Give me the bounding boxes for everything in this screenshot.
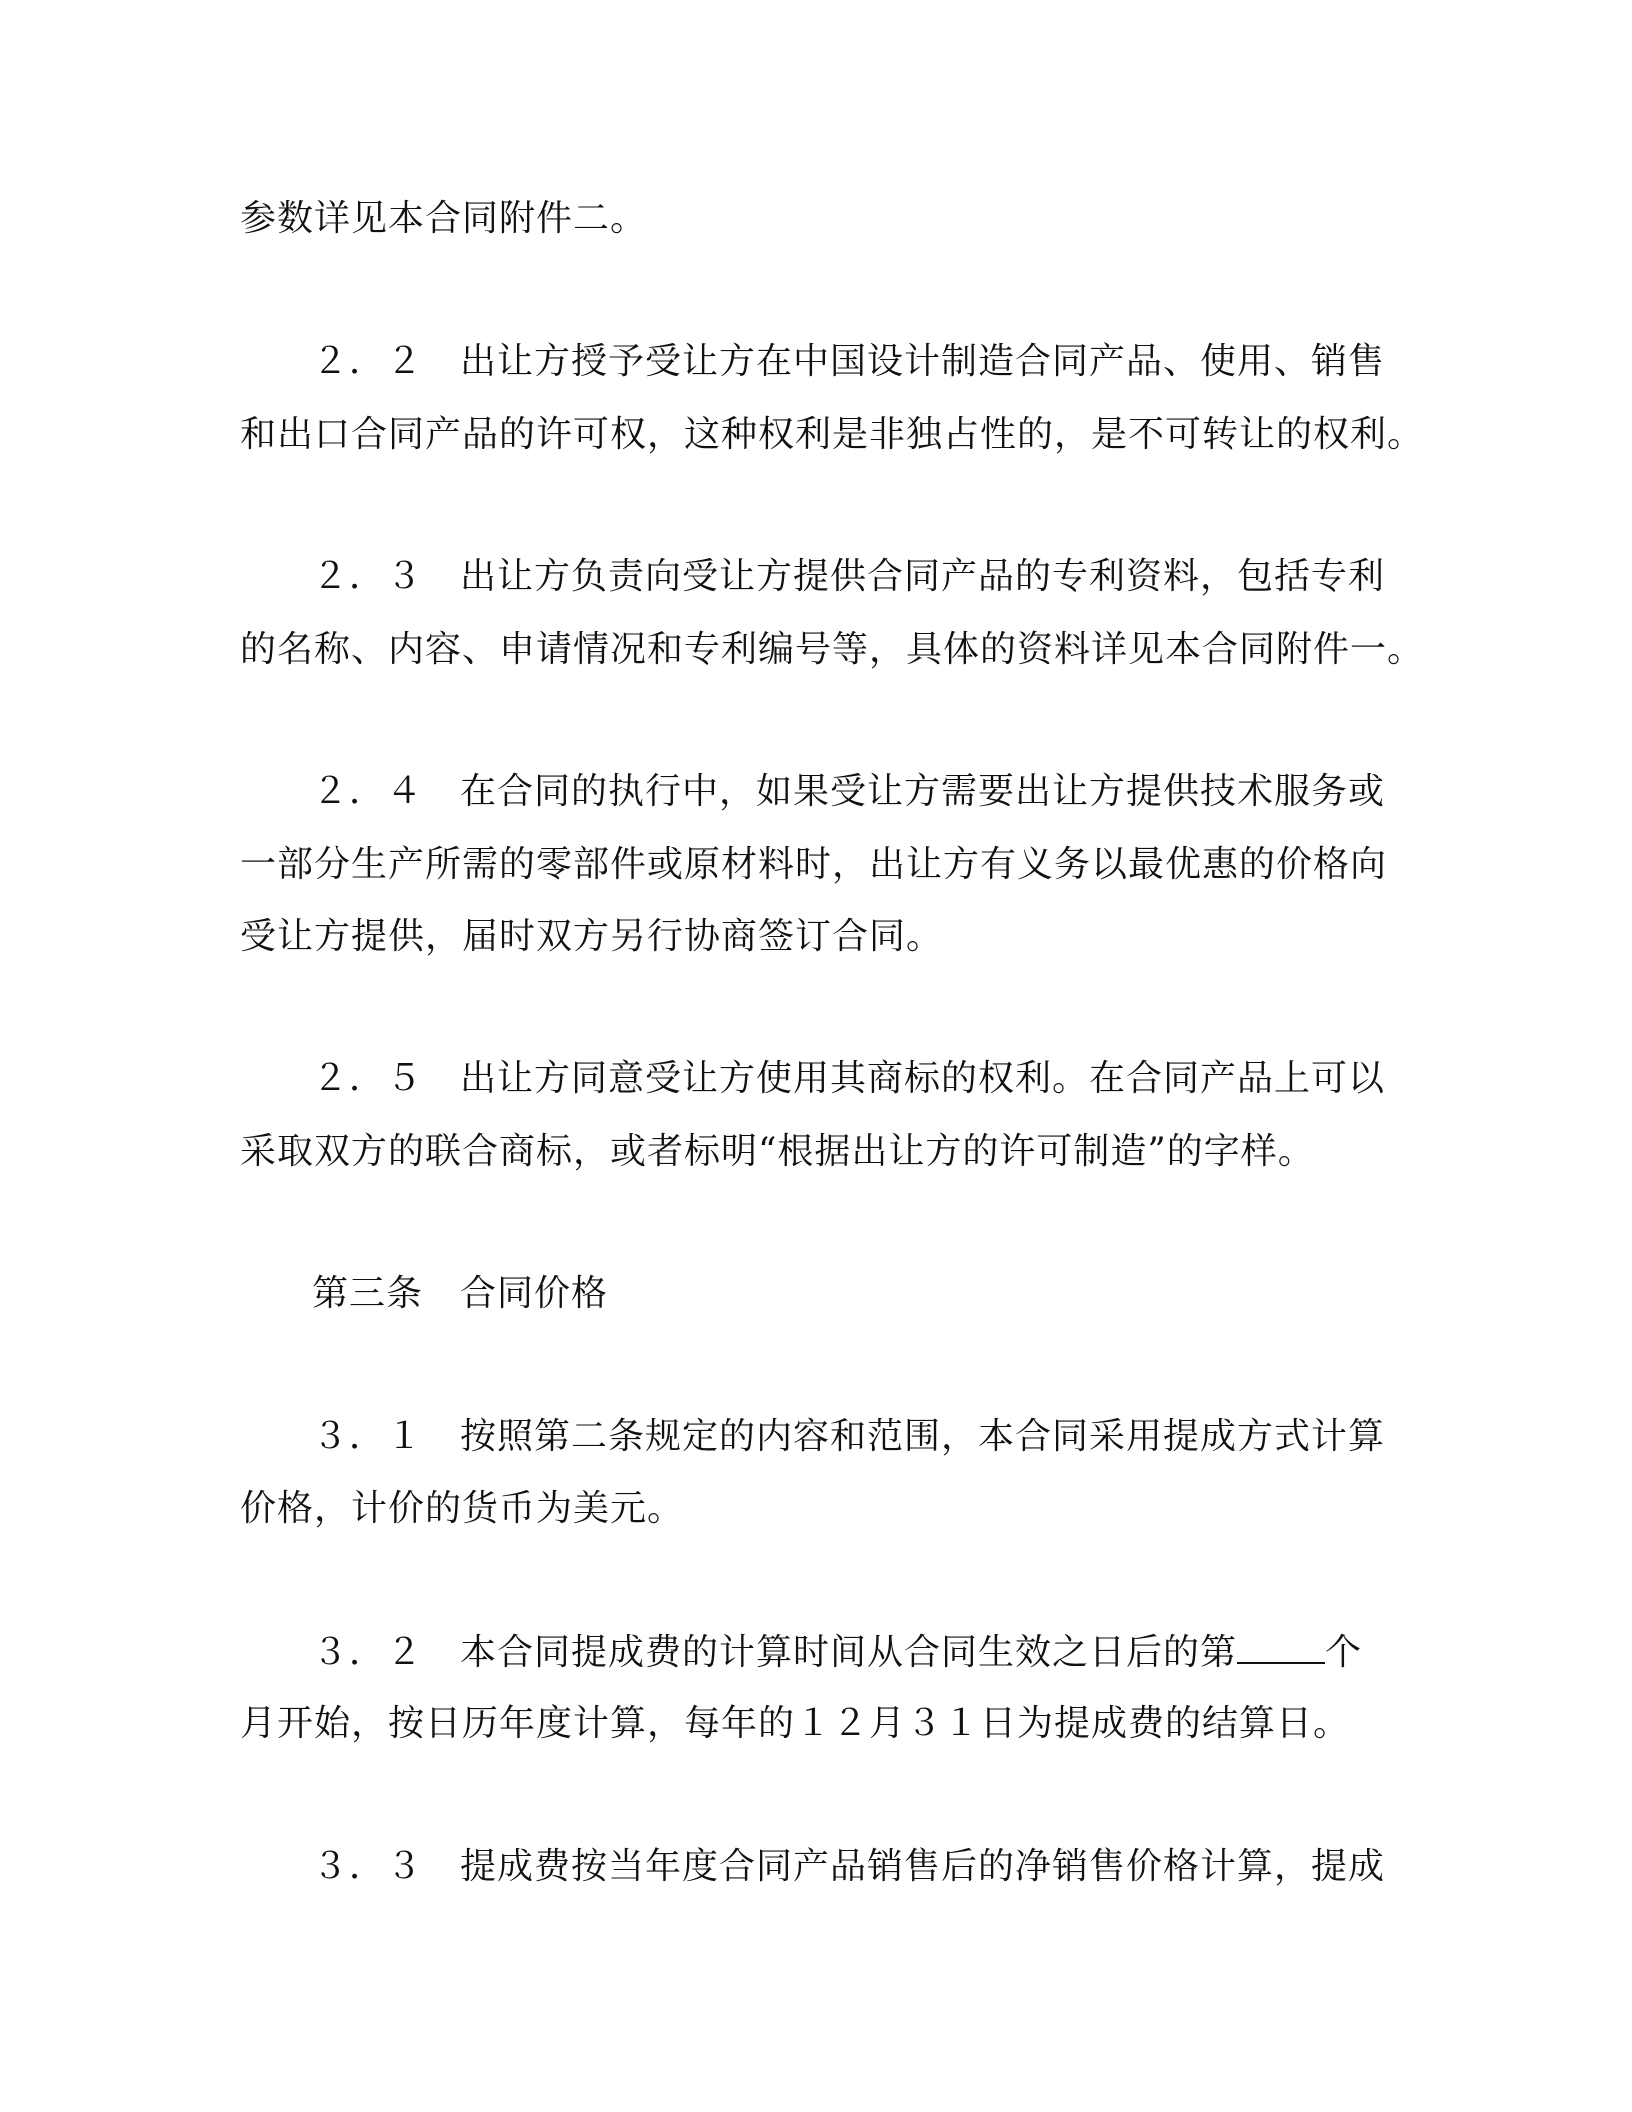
clause-3-1-line-1: ３．１ 按照第二条规定的内容和范围，本合同采用提成方式计算	[312, 1416, 1386, 1457]
clause-3-2-unit: 个	[1325, 1632, 1363, 1673]
clause-3-1-line-2: 价格，计价的货币为美元。	[240, 1488, 685, 1529]
clause-2-3-line-2: 的名称、内容、申请情况和专利编号等，具体的资料详见本合同附件一。	[240, 629, 1425, 670]
clause-3-2-text: ３．２ 本合同提成费的计算时间从合同生效之日后的第	[312, 1632, 1238, 1673]
clause-2-4-line-3: 受让方提供，届时双方另行协商签订合同。	[240, 916, 944, 957]
clause-3-3-line-1: ３．３ 提成费按当年度合同产品销售后的净销售价格计算，提成	[312, 1846, 1386, 1887]
clause-2-5-line-2: 采取双方的联合商标，或者标明“根据出让方的许可制造”的字样。	[240, 1131, 1315, 1172]
clause-2-2-line-2: 和出口合同产品的许可权，这种权利是非独占性的，是不可转让的权利。	[240, 414, 1425, 455]
clause-2-3-line-1: ２．３ 出让方负责向受让方提供合同产品的专利资料，包括专利	[312, 556, 1386, 597]
text-line: 参数详见本合同附件二。	[240, 198, 648, 239]
fill-in-blank	[1237, 1630, 1325, 1664]
clause-2-4-line-1: ２．４ 在合同的执行中，如果受让方需要出让方提供技术服务或	[312, 771, 1386, 812]
section-heading-article-3: 第三条 合同价格	[312, 1273, 609, 1314]
clause-3-2-line-2: 月开始，按日历年度计算，每年的１２月３１日为提成费的结算日。	[240, 1703, 1351, 1744]
clause-2-4-line-2: 一部分生产所需的零部件或原材料时，出让方有义务以最优惠的价格向	[240, 844, 1388, 885]
clause-3-2-line-1	[312, 1630, 1462, 1675]
clause-2-5-line-1: ２．５ 出让方同意受让方使用其商标的权利。在合同产品上可以	[312, 1058, 1386, 1099]
clause-2-2-line-1: ２．２ 出让方授予受让方在中国设计制造合同产品、使用、销售	[312, 341, 1386, 382]
